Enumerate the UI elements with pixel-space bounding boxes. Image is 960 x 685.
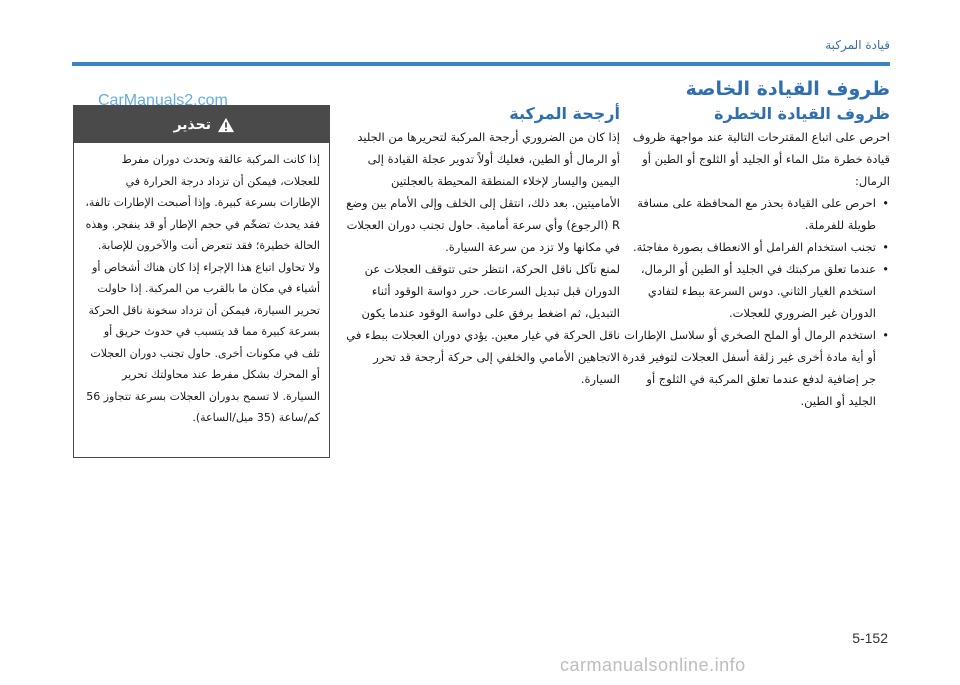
list-item: • تجنب استخدام الفرامل أو الانعطاف بصورة مفاجئة. [618, 236, 876, 258]
warning-header [74, 106, 329, 143]
footer-watermark: carmanualsonline.info [560, 655, 746, 675]
body-paragraph: لمنع تآكل ناقل الحركة، انتظر حتى تتوقف العجلات عن الدوران قبل تبديل السرعات. حرر دواسة الوقود أثناء التبديل، ثم اضغط برفق على دواسة الوقود عندما يكون ناقل الحركة في غيار معين. يؤدي دوران العجلات ببطء في الاتجاهين الأمامي والخلفي إلى حركة أرجحة قد تحرر السيارة. [346, 262, 620, 386]
warning-box [73, 105, 330, 458]
rocking-vehicle-text [345, 126, 620, 390]
list-item: • عندما تعلق مركبتك في الجليد أو الطين أو الرمال، استخدم الغيار الثاني. دوس السرعة ببطء لتفادي الدوران غير الضروري للعجلات. [618, 258, 876, 324]
hazardous-conditions-text [618, 126, 890, 412]
watermark-logo: CarManuals2.com [98, 92, 228, 109]
tips-list [618, 192, 890, 412]
chapter-header: قيادة المركبة [825, 38, 890, 52]
body-paragraph: إذا كان من الضروري أرجحة المركبة لتحريرها من الجليد أو الرمال أو الطين، فعليك أولاً تدوير عجلة القيادة إلى اليمين واليسار لإخلاء المنطقة المحيطة بالعجلتين الأماميتين. بعد ذلك، انتقل إلى الخلف وإلى الأمام بين وضع R (الرجوع) وأي سرعة أمامية. حاول تجنب دوران العجلات في مكانها ولا تزد من سرعة السيارة. [346, 130, 620, 254]
section-title: ظروف القيادة الخاصة [685, 78, 890, 100]
subtitle-rocking-vehicle: أرجحة المركبة [509, 104, 620, 123]
warning-label: تحذير [173, 116, 211, 133]
list-item: • احرص على القيادة بحذر مع المحافظة على مسافة طويلة للفرملة. [618, 192, 876, 236]
page-number: 5-152 [852, 630, 888, 646]
subtitle-hazardous-conditions: ظروف القيادة الخطرة [714, 104, 890, 123]
list-item: • استخدم الرمال أو الملح الصخري أو سلاسل الإطارات أو أية مادة أخرى غير زلقة أسفل العجلات لتوفير قدرة جر إضافية لدفع عندما تعلق المركبة في الثلوج أو الجليد أو الطين. [618, 324, 876, 412]
header-divider [72, 62, 890, 66]
warning-triangle-icon [217, 117, 235, 133]
warning-text: إذا كانت المركبة عالقة وتحدث دوران مفرط للعجلات، فيمكن أن تزداد درجة الحرارة في الإطارات بسرعة كبيرة. وإذا أصبحت الإطارات تالفة، فقد يحدث تضخّم في حجم الإطار أو قد ينفجر. وهذه الحالة خطيرة؛ فقد تتعرض أنت والآخرون للإصابة. ولا تحاول اتباع هذا الإجراء إذا كان هناك أشخاص أو أشياء في مكان ما بالقرب من المركبة. إذا حاولت تحرير السيارة، فيمكن أن تزداد سخونة ناقل الحركة بسرعة كبيرة مما قد يتسبب في حدوث حريق أو تلف في مكونات أخرى. حاول تجنب دوران العجلات أو المحرك بشكل مفرط عند محاولتك تحرير السيارة. لا تسمح بدوران العجلات بسرعة تتجاوز 56 كم/ساعة (35 ميل/الساعة). [85, 153, 320, 424]
intro-paragraph: احرص على اتباع المقترحات التالية عند مواجهة ظروف قيادة خطرة مثل الماء أو الجليد أو الثلوج أو الطين أو الرمال: [632, 130, 890, 188]
